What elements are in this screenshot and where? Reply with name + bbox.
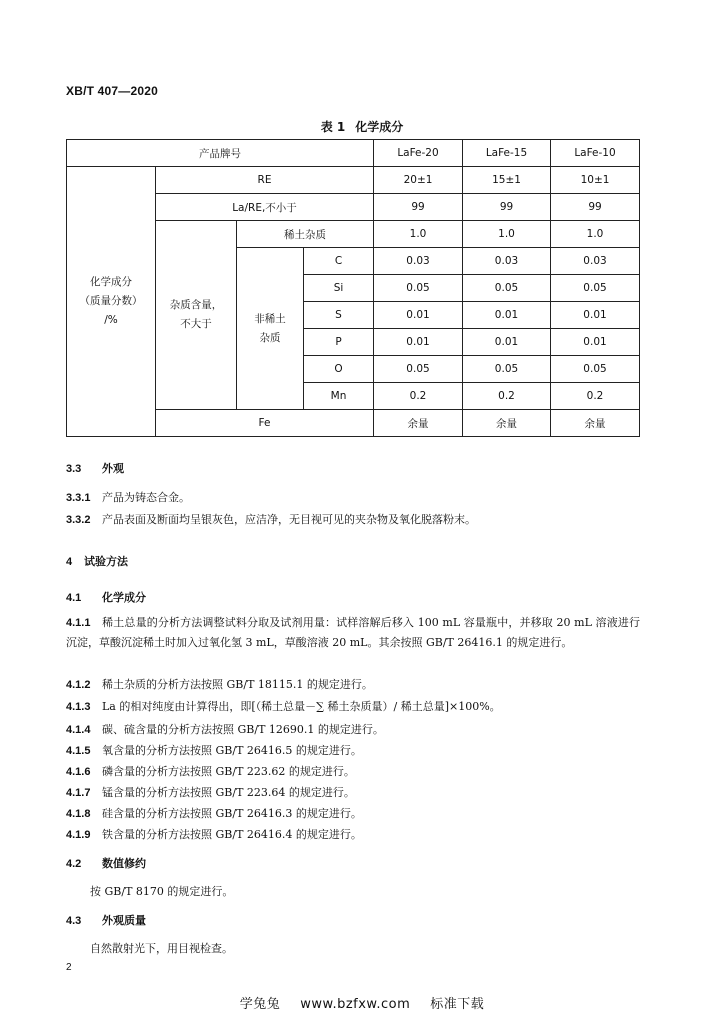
table-title (0, 118, 724, 135)
cell: 0.01 (463, 302, 551, 329)
cell: 0.03 (551, 248, 640, 275)
cell: 0.03 (463, 248, 551, 275)
table-row (67, 167, 640, 194)
cell: 余量 (374, 410, 463, 437)
clause-4-3-text: 自然散射光下，用目视检查。 (90, 942, 233, 955)
cell: 0.01 (551, 302, 640, 329)
cell: 15±1 (463, 167, 551, 194)
cell: 0.05 (551, 275, 640, 302)
chemical-composition-table (66, 139, 640, 437)
row-label-c: C (304, 248, 374, 275)
row-label-mn: Mn (304, 383, 374, 410)
clause-4-1-3: 4.1.3 La 的相对纯度由计算得出，即[（稀土总量－∑ 稀土杂质量）/ 稀土总量]×100%。 (66, 700, 501, 713)
clause-4-1-6: 4.1.6 磷含量的分析方法按照 GB/T 223.62 的规定进行。 (66, 765, 355, 778)
heading-4-2: 4.2 数值修约 (66, 857, 146, 870)
row-label-fe: Fe (156, 410, 374, 437)
cell: 0.05 (463, 275, 551, 302)
row-label-si: Si (304, 275, 374, 302)
footer-url[interactable]: www.bzfxw.com (300, 997, 411, 1012)
footer-label: 标准下载 (430, 997, 485, 1012)
heading-4: 4 试验方法 (66, 555, 128, 568)
page-number: 2 (66, 962, 72, 973)
impurity-label: 杂质含量， 不大于 (156, 221, 237, 410)
composition-group-label: 化学成分 （质量分数） /% (67, 167, 156, 437)
cell: 0.05 (463, 356, 551, 383)
cell: 0.01 (374, 329, 463, 356)
cell: 99 (463, 194, 551, 221)
cell: 1.0 (463, 221, 551, 248)
cell: 余量 (551, 410, 640, 437)
standard-number: XB/T 407—2020 (66, 84, 158, 98)
table-caption: 化学成分 (355, 120, 404, 134)
grade-lafe-20: LaFe-20 (374, 140, 463, 167)
cell: 0.05 (374, 356, 463, 383)
clause-4-2-text: 按 GB/T 8170 的规定进行。 (90, 885, 234, 898)
clause-3-3-1: 3.3.1 产品为铸态合金。 (66, 491, 190, 504)
grade-lafe-10: LaFe-10 (551, 140, 640, 167)
row-label-rare-earth-impurity: 稀土杂质 (237, 221, 374, 248)
row-label-o: O (304, 356, 374, 383)
cell: 0.2 (551, 383, 640, 410)
cell: 0.01 (463, 329, 551, 356)
cell: 0.01 (374, 302, 463, 329)
footer-site: 学兔兔 (239, 997, 281, 1012)
clause-4-1-2: 4.1.2 稀土杂质的分析方法按照 GB/T 18115.1 的规定进行。 (66, 678, 373, 691)
cell: 20±1 (374, 167, 463, 194)
cell: 0.01 (551, 329, 640, 356)
clause-4-1-1: 4.1.1 稀土总量的分析方法调整试料分取及试剂用量：试样溶解后移入 100 mL 容量瓶中，并移取 20 mL 溶液进行沉淀，草酸沉淀稀土时加入过氧化氢 3 mL，草酸溶液 20 mL。其余按照 GB/T 26416.1 的规定进行。 (66, 616, 640, 649)
row-label-p: P (304, 329, 374, 356)
cell: 10±1 (551, 167, 640, 194)
cell: 0.2 (463, 383, 551, 410)
cell: 1.0 (551, 221, 640, 248)
watermark-footer (0, 993, 724, 1012)
cell: 0.05 (551, 356, 640, 383)
heading-3-3: 3.3 外观 (66, 462, 124, 475)
header-grade-label: 产品牌号 (67, 140, 374, 167)
clause-4-1-5: 4.1.5 氧含量的分析方法按照 GB/T 26416.5 的规定进行。 (66, 744, 362, 757)
clause-4-1-8: 4.1.8 硅含量的分析方法按照 GB/T 26416.3 的规定进行。 (66, 807, 362, 820)
table-header-row (67, 140, 640, 167)
table-number: 表 1 (320, 120, 346, 134)
row-label-la-re: La/RE,不小于 (156, 194, 374, 221)
clause-4-1-9: 4.1.9 铁含量的分析方法按照 GB/T 26416.4 的规定进行。 (66, 828, 362, 841)
non-rare-earth-impurity-label: 非稀土 杂质 (237, 248, 304, 410)
heading-4-1: 4.1 化学成分 (66, 591, 146, 604)
clause-3-3-2: 3.3.2 产品表面及断面均呈银灰色，应洁净，无目视可见的夹杂物及氧化脱落粉末。 (66, 513, 476, 526)
heading-4-3: 4.3 外观质量 (66, 914, 146, 927)
row-label-s: S (304, 302, 374, 329)
cell: 0.03 (374, 248, 463, 275)
grade-lafe-15: LaFe-15 (463, 140, 551, 167)
cell: 99 (374, 194, 463, 221)
clause-4-1-7: 4.1.7 锰含量的分析方法按照 GB/T 223.64 的规定进行。 (66, 786, 355, 799)
cell: 0.05 (374, 275, 463, 302)
row-label-re: RE (156, 167, 374, 194)
cell: 1.0 (374, 221, 463, 248)
cell: 0.2 (374, 383, 463, 410)
cell: 99 (551, 194, 640, 221)
clause-4-1-4: 4.1.4 碳、硫含量的分析方法按照 GB/T 12690.1 的规定进行。 (66, 723, 384, 736)
cell: 余量 (463, 410, 551, 437)
